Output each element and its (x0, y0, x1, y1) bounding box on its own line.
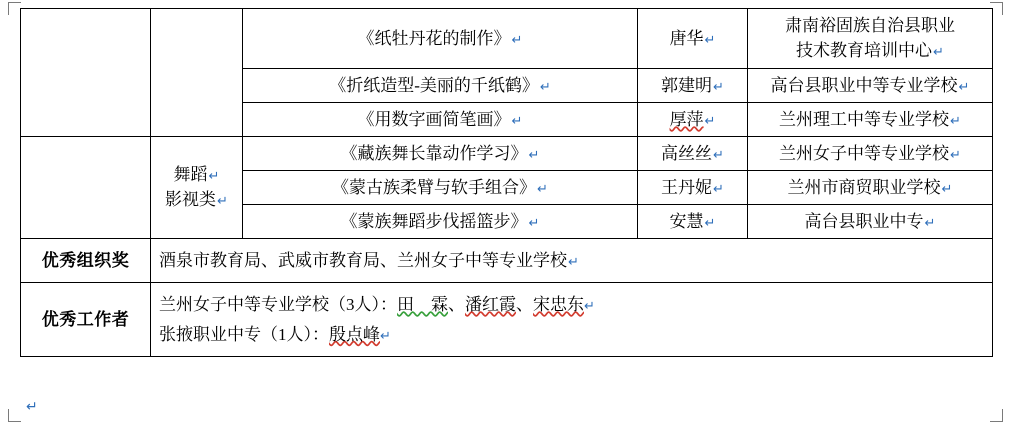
school-name: 高台县职业中等专业学校 (770, 75, 958, 95)
worker-name: 宋忠东 (533, 295, 584, 314)
worker-content-cell (151, 283, 993, 357)
school-name-line1: 肃南裕固族自治县职业 (785, 15, 955, 35)
award-content-cell (151, 239, 993, 283)
worker-name: 田 霖 (397, 295, 448, 314)
pilcrow-icon: ↵ (528, 214, 540, 230)
category-cell (151, 137, 243, 239)
pilcrow-icon: ↵ (713, 180, 724, 196)
pilcrow-icon: ↵ (713, 146, 724, 162)
course-title: 《藏族舞长靠动作学习》 (340, 143, 528, 163)
pilcrow-icon: ↵ (950, 146, 961, 162)
school-cell (748, 9, 993, 69)
school-cell (748, 205, 993, 239)
category-blank-cell (21, 137, 151, 239)
person-cell (638, 69, 748, 103)
person-cell (638, 103, 748, 137)
category-label-line2: 影视类 (165, 189, 217, 209)
school-name: 兰州理工中等专业学校 (779, 109, 950, 129)
row-group-blank-cell-2 (151, 9, 243, 137)
course-title: 《折纸造型-美丽的千纸鹤》 (329, 75, 539, 95)
award-label: 优秀组织奖 (41, 250, 130, 270)
person-cell (638, 171, 748, 205)
course-title: 《纸牡丹花的制作》 (357, 28, 511, 48)
name-separator: 、 (448, 295, 465, 314)
course-title-cell (243, 171, 638, 205)
margin-mark-bottom-left (8, 409, 21, 422)
school-name: 兰州女子中等专业学校 (779, 143, 950, 163)
pilcrow-icon: ↵ (941, 180, 953, 196)
person-name: 王丹妮 (661, 177, 713, 197)
course-title-cell (243, 103, 638, 137)
pilcrow-icon: ↵ (217, 192, 228, 208)
pilcrow-icon: ↵ (537, 180, 548, 196)
person-name: 厚萍 (669, 109, 704, 129)
pilcrow-icon: ↵ (208, 167, 220, 183)
worker-line-2 (151, 320, 992, 350)
pilcrow-icon: ↵ (380, 327, 391, 343)
award-label-cell (21, 239, 151, 283)
person-cell (638, 205, 748, 239)
course-title-cell (243, 9, 638, 69)
pilcrow-icon: ↵ (511, 112, 523, 128)
person-name: 唐华 (669, 28, 704, 48)
person-name: 高丝丝 (661, 143, 713, 163)
table-row-award (21, 239, 993, 283)
school-cell (748, 171, 993, 205)
pilcrow-icon: ↵ (511, 31, 523, 47)
worker-label-cell (21, 283, 151, 357)
category-label-line1: 舞蹈 (173, 164, 208, 184)
worker-name: 殷点峰 (329, 324, 380, 344)
end-paragraph-mark: ↵ (26, 398, 38, 414)
pilcrow-icon: ↵ (713, 78, 724, 94)
school-name: 高台县职业中专 (804, 211, 924, 231)
table-row (21, 9, 993, 69)
pilcrow-icon: ↵ (950, 112, 961, 128)
worker-line-1 (151, 290, 992, 320)
school-cell (748, 103, 993, 137)
table-row (21, 137, 993, 171)
school-name: 兰州市商贸职业学校 (787, 177, 941, 197)
school-name-line2: 技术教育培训中心 (796, 40, 933, 60)
person-cell (638, 9, 748, 69)
worker-name: 潘红霞 (465, 295, 516, 314)
course-title: 《蒙古族柔臂与软手组合》 (332, 177, 537, 197)
pilcrow-icon: ↵ (704, 214, 716, 230)
row-group-blank-cell (21, 9, 151, 137)
pilcrow-icon: ↵ (958, 78, 970, 94)
course-title: 《用数字画简笔画》 (357, 109, 511, 129)
pilcrow-icon: ↵ (704, 31, 716, 47)
worker-label: 优秀工作者 (41, 309, 130, 329)
award-content: 酒泉市教育局、武威市教育局、兰州女子中等专业学校 (159, 250, 567, 270)
pilcrow-icon: ↵ (584, 298, 595, 313)
pilcrow-icon: ↵ (568, 253, 579, 269)
school-cell (748, 69, 993, 103)
pilcrow-icon: ↵ (539, 78, 551, 94)
worker-line2-prefix: 张掖职业中专（1人）： (159, 324, 329, 344)
course-title-cell (243, 69, 638, 103)
awards-table (20, 8, 993, 357)
person-name: 郭建明 (661, 75, 713, 95)
pilcrow-icon: ↵ (933, 43, 944, 59)
person-cell (638, 137, 748, 171)
margin-mark-bottom-right (990, 409, 1003, 422)
course-title: 《蒙族舞蹈步伐摇篮步》 (340, 211, 528, 231)
course-title-cell (243, 205, 638, 239)
pilcrow-icon: ↵ (704, 112, 716, 128)
school-cell (748, 137, 993, 171)
worker-line1-prefix: 兰州女子中等专业学校（3人）： (159, 295, 397, 314)
pilcrow-icon: ↵ (924, 214, 936, 230)
person-name: 安慧 (669, 211, 704, 231)
course-title-cell (243, 137, 638, 171)
name-separator: 、 (516, 295, 533, 314)
table-row-worker (21, 283, 993, 357)
pilcrow-icon: ↵ (528, 146, 540, 162)
